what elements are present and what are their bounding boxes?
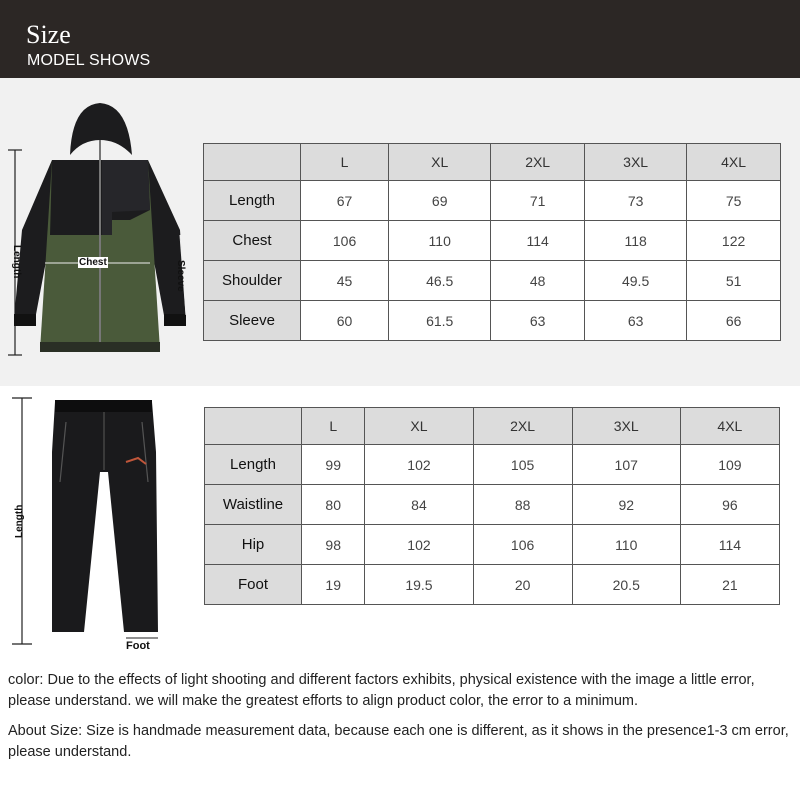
row-label: Hip bbox=[205, 525, 302, 565]
column-header: L bbox=[301, 144, 389, 181]
table-cell: 46.5 bbox=[389, 261, 491, 301]
table-cell: 122 bbox=[687, 221, 781, 261]
pants-length-label: Length bbox=[14, 504, 25, 538]
page-subtitle: MODEL SHOWS bbox=[27, 52, 151, 69]
color-note: color: Due to the effects of light shooting and different factors exhibits, physical existence with the image a little error, please understand. we will make the greatest efforts to align product color, the error to a minimum. bbox=[8, 672, 755, 709]
table-corner bbox=[205, 408, 302, 445]
table-cell: 105 bbox=[473, 445, 572, 485]
table-cell: 114 bbox=[491, 221, 585, 261]
table-header-row bbox=[205, 408, 780, 445]
jacket-image bbox=[0, 100, 200, 370]
table-cell: 102 bbox=[365, 445, 473, 485]
table-cell: 66 bbox=[687, 301, 781, 341]
table-cell: 45 bbox=[301, 261, 389, 301]
page-title: Size bbox=[26, 20, 71, 49]
column-header: 4XL bbox=[680, 408, 779, 445]
table-cell: 106 bbox=[473, 525, 572, 565]
jacket-size-table bbox=[203, 143, 781, 341]
table-cell: 106 bbox=[301, 221, 389, 261]
table-cell: 63 bbox=[491, 301, 585, 341]
table-cell: 92 bbox=[572, 485, 680, 525]
pants-image bbox=[0, 392, 170, 652]
table-cell: 63 bbox=[585, 301, 687, 341]
row-label: Foot bbox=[205, 565, 302, 605]
column-header: 2XL bbox=[491, 144, 585, 181]
table-cell: 49.5 bbox=[585, 261, 687, 301]
row-label: Chest bbox=[204, 221, 301, 261]
table-row bbox=[205, 525, 780, 565]
table-cell: 20 bbox=[473, 565, 572, 605]
row-label: Sleeve bbox=[204, 301, 301, 341]
table-cell: 61.5 bbox=[389, 301, 491, 341]
column-header: 3XL bbox=[585, 144, 687, 181]
table-row bbox=[204, 221, 781, 261]
row-label: Shoulder bbox=[204, 261, 301, 301]
table-cell: 99 bbox=[302, 445, 365, 485]
table-cell: 80 bbox=[302, 485, 365, 525]
table-cell: 69 bbox=[389, 181, 491, 221]
table-cell: 48 bbox=[491, 261, 585, 301]
row-label: Length bbox=[205, 445, 302, 485]
table-cell: 118 bbox=[585, 221, 687, 261]
pants-foot-label: Foot bbox=[126, 640, 150, 652]
jacket-sleeve-label: Sleeve bbox=[175, 260, 186, 292]
table-cell: 73 bbox=[585, 181, 687, 221]
table-cell: 84 bbox=[365, 485, 473, 525]
table-row bbox=[204, 301, 781, 341]
table-cell: 98 bbox=[302, 525, 365, 565]
table-cell: 102 bbox=[365, 525, 473, 565]
table-cell: 71 bbox=[491, 181, 585, 221]
table-cell: 107 bbox=[572, 445, 680, 485]
table-cell: 75 bbox=[687, 181, 781, 221]
table-row bbox=[205, 485, 780, 525]
column-header: 4XL bbox=[687, 144, 781, 181]
table-cell: 110 bbox=[572, 525, 680, 565]
column-header: XL bbox=[365, 408, 473, 445]
column-header: L bbox=[302, 408, 365, 445]
size-note: About Size: Size is handmade measurement data, because each one is different, as it shows in the presence1-3 cm error, please understand. bbox=[8, 723, 789, 760]
table-cell: 96 bbox=[680, 485, 779, 525]
table-header-row bbox=[204, 144, 781, 181]
table-corner bbox=[204, 144, 301, 181]
table-row bbox=[204, 261, 781, 301]
row-label: Waistline bbox=[205, 485, 302, 525]
table-cell: 21 bbox=[680, 565, 779, 605]
column-header: 3XL bbox=[572, 408, 680, 445]
column-header: XL bbox=[389, 144, 491, 181]
header-banner bbox=[0, 0, 800, 78]
table-cell: 114 bbox=[680, 525, 779, 565]
table-cell: 67 bbox=[301, 181, 389, 221]
jacket-length-label: Length bbox=[11, 245, 22, 279]
table-cell: 51 bbox=[687, 261, 781, 301]
row-label: Length bbox=[204, 181, 301, 221]
table-cell: 88 bbox=[473, 485, 572, 525]
table-cell: 60 bbox=[301, 301, 389, 341]
table-row bbox=[204, 181, 781, 221]
table-row bbox=[205, 445, 780, 485]
column-header: 2XL bbox=[473, 408, 572, 445]
table-cell: 110 bbox=[389, 221, 491, 261]
table-cell: 20.5 bbox=[572, 565, 680, 605]
table-row bbox=[205, 565, 780, 605]
pants-size-table bbox=[204, 407, 780, 605]
table-cell: 109 bbox=[680, 445, 779, 485]
table-cell: 19 bbox=[302, 565, 365, 605]
table-cell: 19.5 bbox=[365, 565, 473, 605]
jacket-chest-label: Chest bbox=[79, 257, 107, 268]
